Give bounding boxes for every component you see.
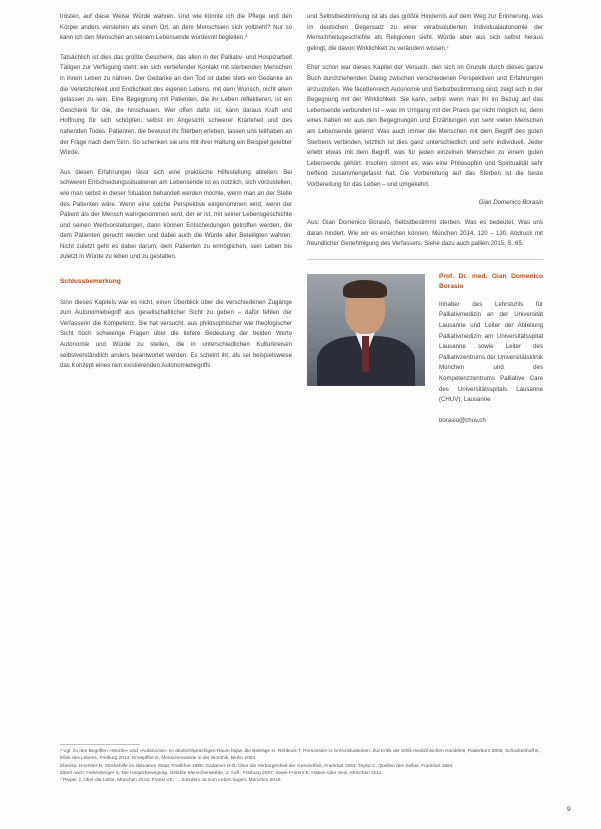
author-info	[439, 272, 543, 427]
footnote-divider	[60, 744, 140, 745]
page-number: 9	[567, 806, 571, 813]
divider	[307, 259, 543, 260]
body-paragraph: und Selbstbestimmung ist als das größte Hindernis auf dem Weg zur Erinnerung, was im deutschen Gegensatz zu einer verabsolutierten Individualautonomie der Menschheitsgeschichte als Religionen sieht. Würde aber aus sich selbst heraus gelingt, die davon Wirklichkeit zu verändern wissen.⁷	[307, 13, 543, 52]
footnotes	[60, 748, 540, 784]
footnote: Ebenso: Hoerster N, Sterbehilfe im säkularen Staat, Frankfurt 1998; Gadamer H-G, Über die Verborgenheit der Gesundheit, Frankfurt 1993; Taylor C, Quellen des Selbst, Frankfurt 1994.	[60, 763, 454, 769]
right-column	[307, 12, 543, 424]
author-name: Prof. Dr. med. Gian Domenico Borasio	[439, 272, 543, 290]
author-email[interactable]: borasio@chuv.ch	[439, 416, 486, 424]
author-bio: Inhaber des Lehrstuhls für Palliativmedizin an der Universität Lausanne und Leiter der Abteilung Palliativmedizin am Universitätsspital Lausanne sowie Leiter des Palliativzentrums der Universitätsklinik München und des Kompetenzzentrums Palliative Care des Universitätsspitals Lausanne (CHUV), Lausanne	[439, 300, 543, 404]
body-paragraph: Eher schon war dieses Kapitel der Versuch, den sich im Grunde durch dieses ganze Buch durchziehenden Dialog zwischen verschiedenen Perspektiven und Erfahrungen anzustoßen. Wie facettenreich Autonomie und Selbstbestimmung sind, zeigt sich in der Begegnung mit der Wirklichkeit. Sie kann, selbst wenn man ihr im Bezug auf das Lebensende verbunden ist – was im Umgang mit der Praxis gar nicht möglich ist, denn eines haben wir aus den Begegnungen und Erzählungen von sehr vielen Menschen am Lebensende gelernt: Was auch immer die Menschen mit dem Begriff des guten Sterbens verbinden, letztlich ist dies ganz unterschiedlich und sehr individuell. Jeder erlebt etwas mit dem Begriff, was für jeden einzelnen Menschen zu einem guten Lebensende gehört. Insofern stimmt es, was eine Philosophin und Spiritualität sehr treffend zusammengefasst hat: Die Vorbereitung auf das Sterben ist die beste Vorbereitung für das Leben – und umgekehrt.	[307, 64, 543, 188]
footnote: Zitiert nach: Hohenberger S, Die Hospizbewegung. Gelebte Menschenwürde, 2. Aufl., Freiburg 2007; sowie Fromm E, Haben oder Sein, München 2011.	[60, 770, 383, 776]
left-column	[60, 12, 292, 381]
body-paragraph: Tatsächlich ist dies das größte Geschenk, das allen in der Palliativ- und Hospizarbeit Tätigen zur Verfügung steht: ein sich vertiefender Kontakt mit sterbenden Menschen in ihrem Leben zu nähren. Der Gedanke an den Tod ist dabei stets ein Gedanke an die Verletzlichkeit und Endlichkeit des eigenen Lebens, mit dem Wunsch, nicht allein gelassen zu sein. Eine Begegnung mit Patienten, die ihr Leben reflektieren, ist ein Geschenk für die, die hinschauen. Wer offen dafür ist, kann daraus Kraft und Hoffnung für sich schöpfen, selbst im Angesicht schwerer Krankheit und des nahenden Todes. Patienten, die bewusst ihr Sterben erleben, lassen uns teilhaben an der Frage nach dem Sinn. So schenken sie uns mit ihrer Haltung ein Beispiel gelebter Würde.	[60, 53, 292, 157]
body-paragraph: Aus diesen Erfahrungen lässt sich eine praktische Hilfestellung ableiten: Bei schweren Entscheidungssituationen am Lebensende ist es nützlich, sich vorzustellen, wie man selbst in dieser Situation behandelt werden möchte, wenn man an der Stelle des Patienten wäre. Wenn eine solche Perspektive eingenommen wird, wenn der Patient als der Mensch wahrgenommen wird, der er ist, mit seiner Lebensgeschichte und seinen Wertvorstellungen, dann können Entscheidungen getroffen werden, die dem Patienten gerecht werden und dabei auch die Würde aller Beteiligten wahren. Nicht zuletzt geht es dabei darum, dem Patienten zu ermöglichen, sein Leben bis zuletzt in Würde zu leben und zu gestalten.	[60, 168, 292, 261]
footnote: ⁶ Vgl. zu den Begriffen »Würde« und »Autonomie« im deutschsprachigen Raum bspw. die Beiträge in: Rehbock T, Personsein in Grenzsituationen. Zur Kritik der Ethik medizinischen Handelns, Paderborn 2005; Schockenhoff E, Ethik des Lebens, Freiburg 2013; Knoepffler N, Menschenwürde in der Bioethik, Berlin 2004.	[60, 749, 540, 762]
author-signature: Gian Domenico Borasio	[478, 198, 543, 206]
section-heading: Schlussbemerkung	[60, 278, 121, 286]
body-paragraph: trösten, auf diese Weise Würde wahren. Und wie könnte ich die Pflege und den Körper anders verstehen als einen Ort, an dem Menschsein sich vollzieht? Nur so kann ich den Menschen an seinem Lebensende würdevoll begleiten.⁶	[60, 13, 292, 42]
author-box	[307, 272, 543, 424]
body-paragraph: Sinn dieses Kapitels war es nicht, einen Überblick über die verschiedenen Zugänge zum Autonomiebegriff aus gesellschaftlicher Sicht zu geben – dafür fehlen der Verfasserin die Kompetenz. Sie hat versucht, aus philosophischer wie theologischer Sicht hoch schwierige Fragen über die tiefere Bedeutung der beiden Werte Autonomie und Würde zu stellen, die in unterschiedlichen Kulturkreisen selbstverständlich anders beantwortet werden. Es scheint ihr, als sei beispielsweise das Konzept eines rein existierenden Autonomiebegriffs	[60, 298, 292, 370]
author-photo	[307, 274, 425, 386]
footnote: ⁷ Pieper J, Über die Liebe, München 2014; Frankl VE, … trotzdem Ja zum Leben sagen, München 2019.	[60, 778, 282, 784]
source-note: Aus: Gian Domenico Borasio, Selbstbestimmt sterben. Was es bedeutet. Was uns daran hindert. Wie wir es erreichen können. München 2014, 120 – 130. Abdruck mit freundlicher Genehmigung des Verfassers. Siehe dazu auch pallien 2015, S. 65.	[307, 219, 543, 248]
